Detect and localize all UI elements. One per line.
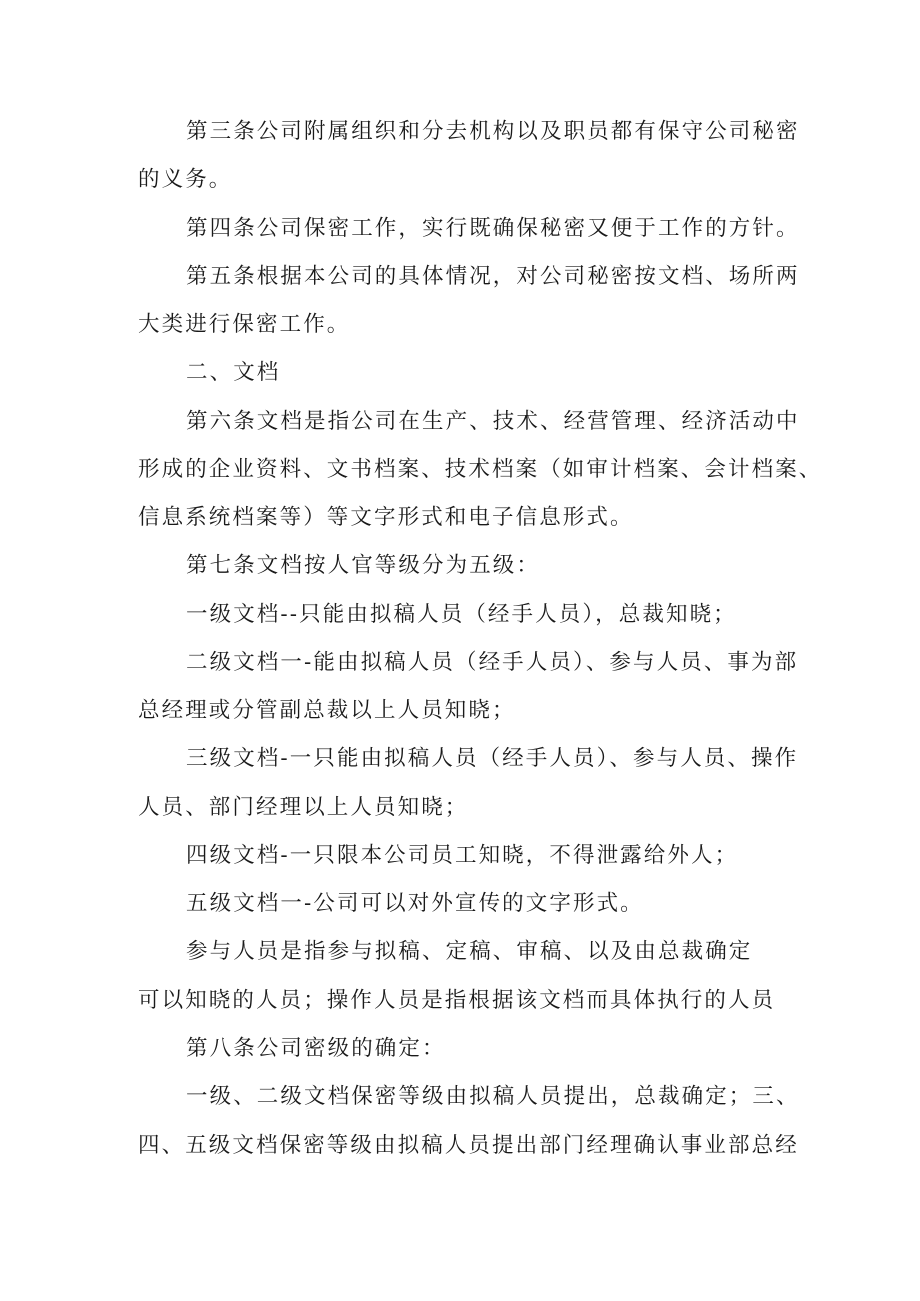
participants-line-1: 参与人员是指参与拟稿、定稿、审稿、以及由总裁确定 [186,939,753,964]
level-3-line-1: 三级文档-一只能由拟稿人员（经手人员）、参与人员、操作 [186,746,799,771]
section-heading-documents: 二、文档 [186,360,281,385]
article-5-line-2: 大类进行保密工作。 [138,312,351,337]
level-4-line: 四级文档-一只限本公司员工知晓，不得泄露给外人； [186,843,739,868]
article-8-detail-line-1: 一级、二级文档保密等级由拟稿人员提出，总裁确定；三、 [186,1084,800,1109]
level-3-line-2: 人员、部门经理以上人员知晓； [138,795,469,820]
article-5-line-1: 第五条根据本公司的具体情况，对公司秘密按文档、场所两 [186,264,800,289]
level-2-line-1: 二级文档一-能由拟稿人员（经手人员）、参与人员、事为部 [186,650,799,675]
article-7-line: 第七条文档按人官等级分为五级： [186,553,541,578]
article-3-line-1: 第三条公司附属组织和分去机构以及职员都有保守公司秘密 [186,119,800,144]
article-6-line-1: 第六条文档是指公司在生产、技术、经营管理、经济活动中 [186,409,800,434]
level-5-line: 五级文档一-公司可以对外宣传的文字形式。 [186,891,644,916]
article-6-line-3: 信息系统档案等）等文字形式和电子信息形式。 [138,505,634,530]
participants-line-2: 可以知晓的人员；操作人员是指根据该文档而具体执行的人员 [138,988,776,1013]
level-1-line: 一级文档--只能由拟稿人员（经手人员），总裁知晓； [186,602,737,627]
article-6-line-2: 形成的企业资料、文书档案、技术档案（如审计档案、会计档案、 [138,457,823,482]
article-3-line-2: 的义务。 [138,167,233,192]
article-8-detail-line-2: 四、五级文档保密等级由拟稿人员提出部门经理确认事业部总经 [138,1133,799,1158]
level-2-line-2: 总经理或分管副总裁以上人员知晓； [138,698,516,723]
article-8-line: 第八条公司密级的确定： [186,1036,446,1061]
article-4-line: 第四条公司保密工作，实行既确保秘密又便于工作的方针。 [186,216,800,241]
